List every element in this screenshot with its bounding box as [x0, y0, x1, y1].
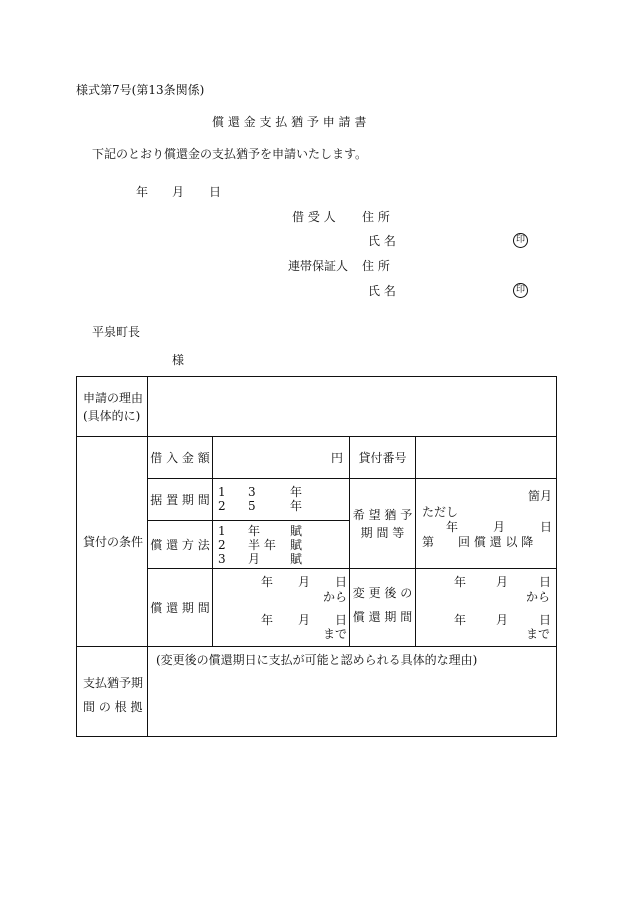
months-unit: 箇月 [528, 489, 553, 503]
method2-number: 2 [218, 538, 226, 552]
changed-period-label-cell [350, 569, 416, 647]
reason-row [77, 377, 557, 437]
desired-grace-cell[interactable] [416, 479, 557, 569]
borrower-address-label: 住 所 [362, 210, 390, 224]
borrower-label: 借 受 人 [292, 210, 336, 224]
grace-option2-value: 5 [248, 499, 256, 513]
date-day-label: 日 [209, 185, 222, 199]
method2-suffix: 賦 [290, 538, 303, 552]
application-form-table [76, 376, 557, 737]
period-end-year: 年 [261, 613, 274, 627]
repay-method-options[interactable] [213, 521, 350, 569]
loan-amount-cell[interactable] [213, 437, 350, 479]
method2-unit: 半 年 [248, 538, 276, 552]
reason-input-cell[interactable] [148, 377, 557, 437]
desired-grace-label-cell [350, 479, 416, 569]
guarantor-name-label: 氏 名 [368, 284, 396, 298]
borrower-name-label: 氏 名 [368, 234, 396, 248]
period-start-year: 年 [261, 575, 274, 589]
changed-until-label: まで [526, 627, 551, 641]
period-end-month: 月 [298, 613, 311, 627]
changed-period-label-line1: 変 更 後 の [352, 585, 413, 600]
addressee-honorific: 様 [172, 353, 185, 367]
changed-period-label-line2: 償 還 期 間 [352, 609, 413, 624]
changed-period-cell[interactable] [416, 569, 557, 647]
period-end-day: 日 [335, 613, 348, 627]
grace-period-options[interactable] [213, 479, 350, 521]
loan-amount-label: 借 入 金 額 [148, 437, 213, 479]
basis-row [77, 647, 557, 737]
form-number: 様式第7号(第13条関係) [76, 83, 205, 97]
repay-period-label: 償 還 期 間 [148, 569, 213, 647]
method1-number: 1 [218, 524, 226, 538]
date-month-label: 月 [172, 185, 185, 199]
basis-note: (変更後の償還期日に支払が可能と認められる具体的な理由) [156, 653, 478, 667]
seal-icon: 印 [513, 283, 528, 298]
method3-suffix: 賦 [290, 552, 303, 566]
basis-label-cell [77, 647, 148, 737]
desired-day-label: 日 [540, 520, 553, 534]
grace-option2-unit: 年 [290, 499, 303, 513]
grace-option1-number: 1 [218, 485, 226, 499]
desired-grace-label-line1: 希 望 猶 予 [352, 507, 413, 522]
changed-from-label: から [526, 590, 551, 604]
repay-period-row [77, 569, 557, 647]
changed-start-month: 月 [496, 575, 509, 589]
grace-option1-unit: 年 [290, 485, 303, 499]
reason-label-line2: (具体的に) [83, 408, 141, 423]
period-start-day: 日 [335, 575, 348, 589]
loan-number-label: 貸付番号 [350, 437, 416, 479]
reason-label-line1: 申請の理由 [83, 390, 144, 405]
changed-start-day: 日 [539, 575, 552, 589]
reason-label-cell [77, 377, 148, 437]
method3-unit: 月 [248, 552, 261, 566]
basis-label-line2: 間 の 根 拠 [83, 699, 143, 714]
guarantor-address-label: 住 所 [362, 259, 390, 273]
document-title: 償 還 金 支 払 猶 予 申 請 書 [212, 115, 367, 129]
addressee-name: 平泉町長 [92, 325, 141, 339]
guarantor-label: 連帯保証人 [288, 259, 349, 273]
method1-suffix: 賦 [290, 524, 303, 538]
changed-end-day: 日 [539, 613, 552, 627]
yen-unit: 円 [330, 450, 343, 465]
installment-prefix: 第 [422, 535, 435, 549]
method1-unit: 年 [248, 524, 261, 538]
grace-period-label: 据 置 期 間 [148, 479, 213, 521]
method3-number: 3 [218, 552, 226, 566]
changed-start-year: 年 [454, 575, 467, 589]
basis-input-cell[interactable] [148, 647, 557, 737]
repay-period-cell[interactable] [213, 569, 350, 647]
basis-label-line1: 支払猶予期 [83, 675, 144, 690]
changed-end-year: 年 [454, 613, 467, 627]
loan-amount-row [77, 437, 557, 479]
repay-method-label: 償 還 方 法 [148, 521, 213, 569]
grace-option1-value: 3 [248, 485, 256, 499]
period-until-label: まで [323, 627, 348, 641]
seal-icon: 印 [513, 233, 528, 248]
grace-period-row [77, 479, 557, 521]
desired-year-label: 年 [446, 520, 459, 534]
desired-month-label: 月 [493, 520, 506, 534]
conditions-label: 貸付の条件 [83, 534, 144, 549]
loan-number-cell[interactable] [416, 437, 557, 479]
period-start-month: 月 [298, 575, 311, 589]
conditions-label-cell [77, 437, 148, 647]
from-installment-label: 回 償 還 以 降 [458, 535, 534, 549]
date-year-label: 年 [136, 185, 149, 199]
desired-grace-label-line2: 期 間 等 [360, 525, 405, 540]
tadashi-label: ただし [422, 505, 459, 519]
intro-text: 下記のとおり償還金の支払猶予を申請いたします。 [92, 147, 368, 161]
changed-end-month: 月 [496, 613, 509, 627]
grace-option2-number: 2 [218, 499, 226, 513]
period-from-label: から [323, 590, 348, 604]
